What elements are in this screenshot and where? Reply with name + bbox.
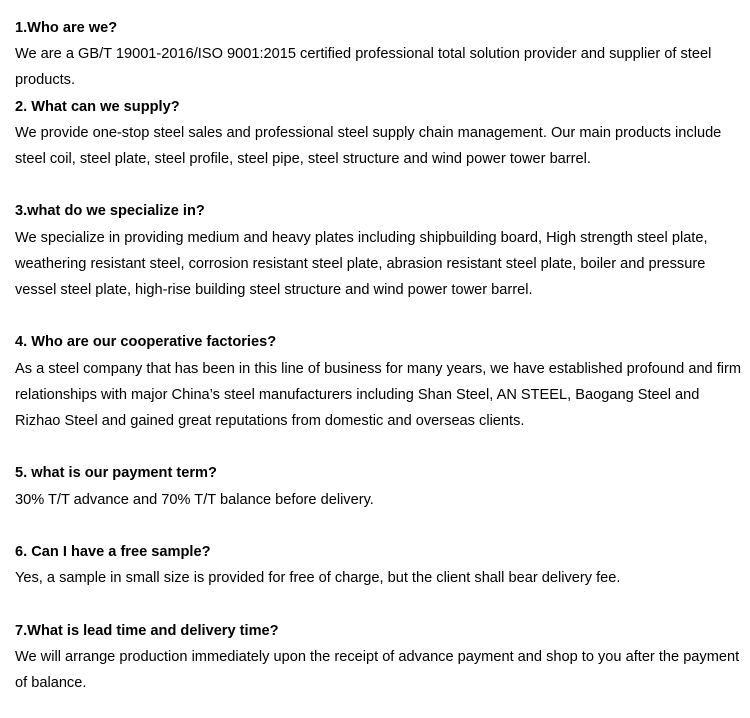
paragraph-gap	[15, 434, 745, 460]
faq-question: 2. What can we supply?	[15, 98, 180, 115]
faq-question: 7.What is lead time and delivery time?	[15, 622, 279, 639]
faq-question: 6. Can I have a free sample?	[15, 544, 211, 560]
faq-question: 3.what do we specialize in?	[15, 203, 205, 220]
faq-item-what-can-we-supply	[15, 94, 745, 173]
faq-answer: Yes, a sample in small size is provided for free of charge, but the client shall bear delivery fee.	[15, 570, 621, 587]
faq-answer: We specialize in providing medium and heavy plates including shipbuilding board, High strength steel plate, weathering resistant steel, corrosion resistant steel plate, abrasion resistant steel plate, boiler and pressure vessel steel plate, high-rise building steel structure and wind power tower barrel.	[15, 229, 708, 299]
faq-answer: We are a GB/T 19001-2016/ISO 9001:2015 certified professional total solution provider and supplier of steel products.	[15, 46, 712, 89]
faq-answer: As a steel company that has been in this line of business for many years, we have established profound and firm relationships with major China’s steel manufacturers including Shan Steel, AN STEEL, Baogang Steel and Rizhao Steel and gained great reputations from domestic and overseas clients.	[15, 360, 742, 430]
paragraph-gap	[15, 303, 745, 329]
faq-section	[15, 15, 745, 696]
faq-item-cooperative-factories	[15, 329, 745, 434]
faq-item-free-sample	[15, 539, 745, 591]
faq-item-lead-time	[15, 618, 745, 697]
faq-question: 5. what is our payment term?	[15, 465, 217, 482]
faq-item-payment-term	[15, 460, 745, 512]
faq-answer: We provide one-stop steel sales and professional steel supply chain management. Our main products include steel coil, steel plate, steel profile, steel pipe, steel structure and wind power tower barrel.	[15, 124, 722, 168]
paragraph-gap	[15, 513, 745, 539]
faq-answer: We will arrange production immediately upon the receipt of advance payment and shop to you after the payment of balance.	[15, 648, 740, 691]
paragraph-gap	[15, 172, 745, 198]
faq-question: 4. Who are our cooperative factories?	[15, 334, 277, 351]
paragraph-gap	[15, 591, 745, 617]
faq-item-who-are-we	[15, 15, 745, 94]
faq-question: 1.Who are we?	[15, 20, 118, 36]
faq-answer: 30% T/T advance and 70% T/T balance before delivery.	[15, 491, 374, 508]
faq-item-specialize	[15, 198, 745, 303]
